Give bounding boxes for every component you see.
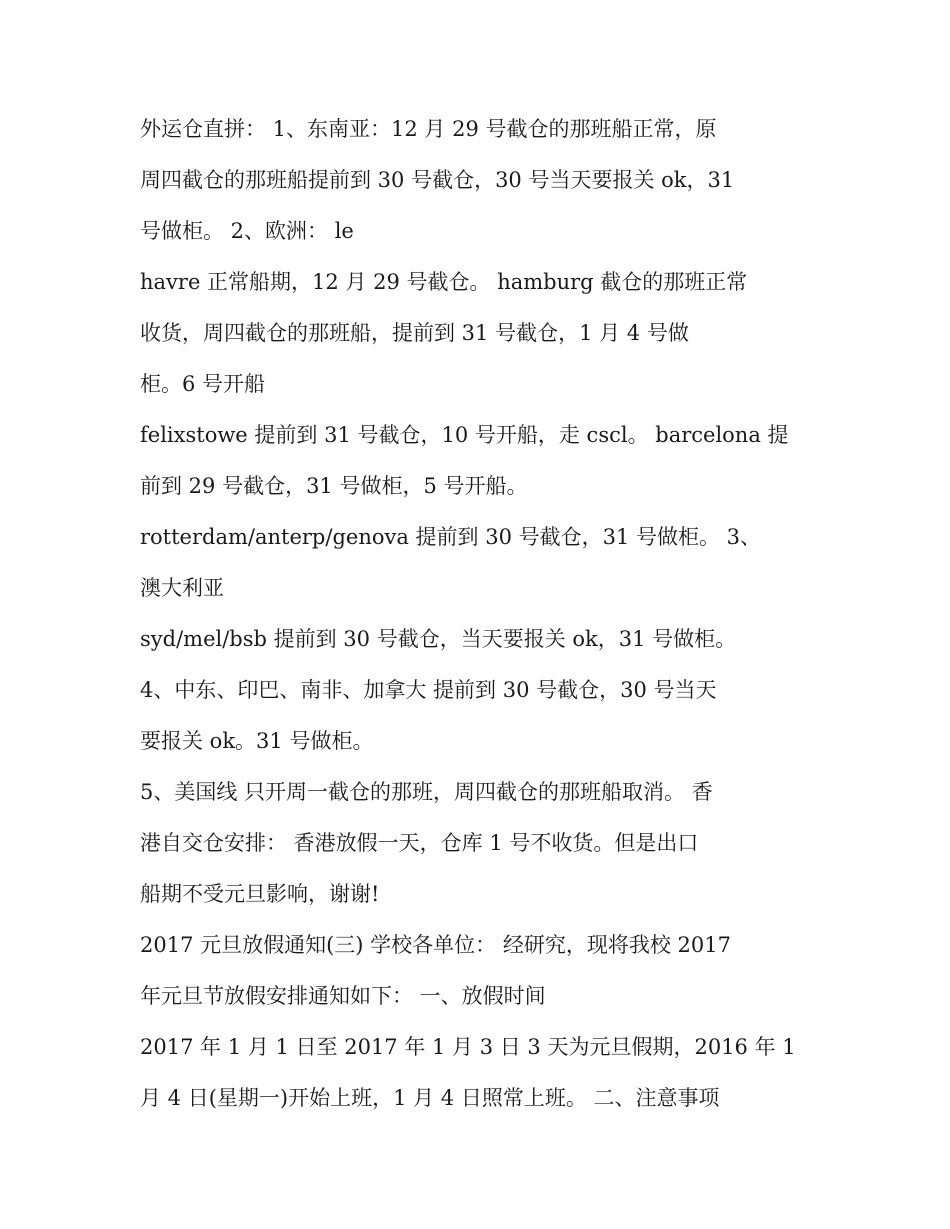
text-line: 2017 年 1 月 1 日至 2017 年 1 月 3 日 3 天为元旦假期，2016 年 1 — [140, 1035, 796, 1059]
text-line: rotterdam/anterp/genova 提前到 30 号截仓，31 号做柜。 3、 — [140, 525, 762, 549]
text-line: felixstowe 提前到 31 号截仓，10 号开船，走 cscl。 barcelona 提 — [140, 423, 789, 447]
text-line: 号做柜。 2、欧洲： le — [140, 219, 354, 243]
text-line: 澳大利亚 — [140, 576, 224, 600]
text-line: havre 正常船期，12 月 29 号截仓。 hamburg 截仓的那班正常 — [140, 270, 748, 294]
text-line: 4、中东、印巴、南非、加拿大 提前到 30 号截仓，30 号当天 — [140, 678, 717, 702]
text-line: 前到 29 号截仓，31 号做柜，5 号开船。 — [140, 474, 528, 498]
text-line: 2017 元旦放假通知(三) 学校各单位： 经研究，现将我校 2017 — [140, 933, 731, 957]
text-line: 港自交仓安排： 香港放假一天，仓库 1 号不收货。但是出口 — [140, 831, 699, 855]
text-line: syd/mel/bsb 提前到 30 号截仓，当天要报关 ok，31 号做柜。 — [140, 627, 737, 651]
text-line: 周四截仓的那班船提前到 30 号截仓，30 号当天要报关 ok，31 — [140, 168, 735, 192]
text-line: 船期不受元旦影响，谢谢! — [140, 882, 380, 906]
text-line: 柜。6 号开船 — [140, 372, 266, 396]
text-line: 月 4 日(星期一)开始上班，1 月 4 日照常上班。 二、注意事项 — [140, 1086, 720, 1110]
document-body — [140, 104, 830, 1124]
text-line: 5、美国线 只开周一截仓的那班，周四截仓的那班船取消。 香 — [140, 780, 713, 804]
text-line: 收货，周四截仓的那班船，提前到 31 号截仓，1 月 4 号做 — [140, 321, 689, 345]
text-line: 外运仓直拼： 1、东南亚：12 月 29 号截仓的那班船正常，原 — [140, 117, 717, 141]
text-line: 要报关 ok。31 号做柜。 — [140, 729, 374, 753]
text-line: 年元旦节放假安排通知如下： 一、放假时间 — [140, 984, 546, 1008]
